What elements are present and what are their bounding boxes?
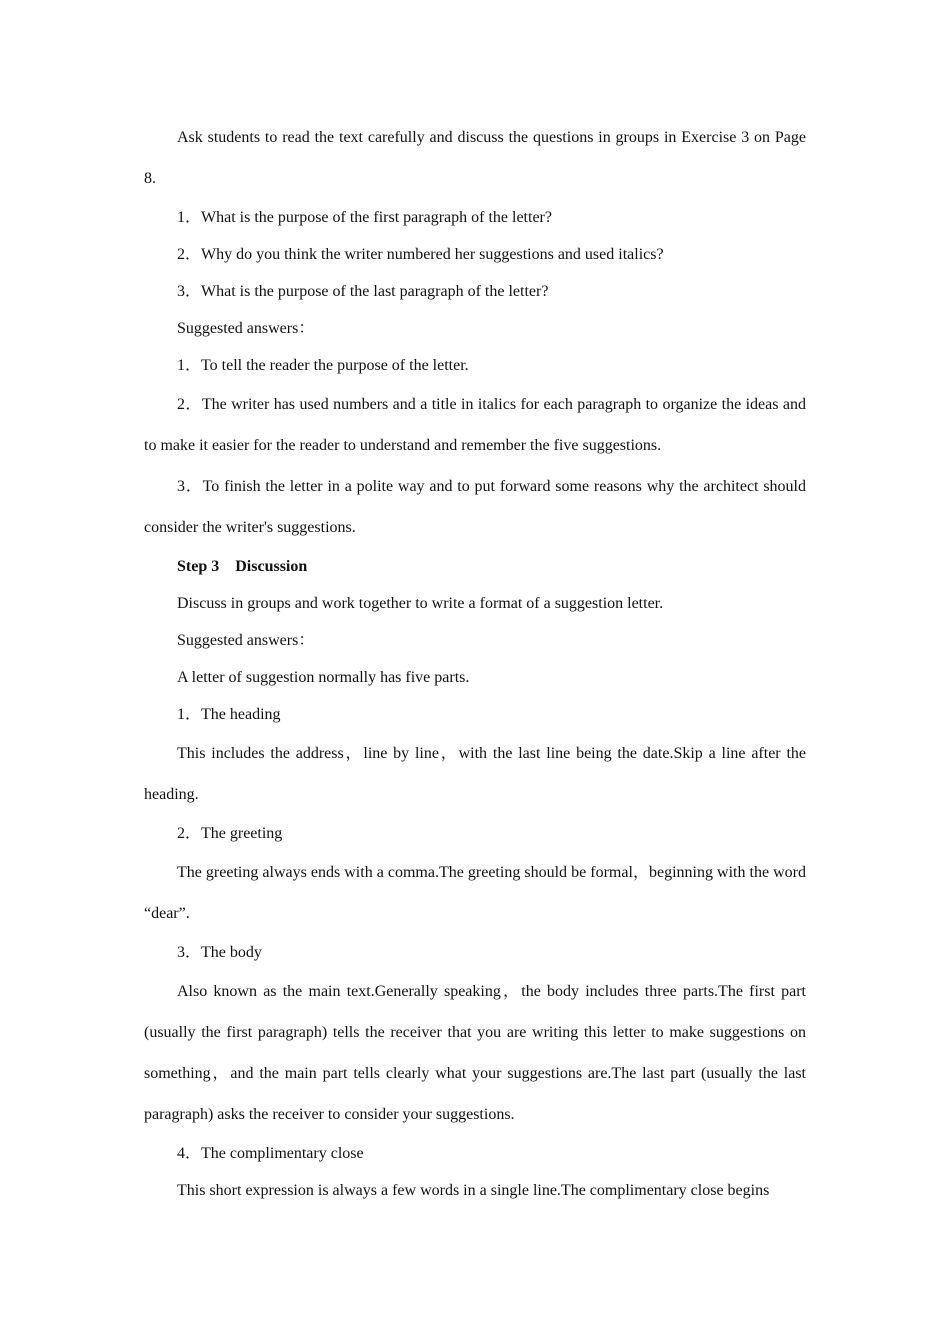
part-1-heading: 1．The heading [177, 706, 281, 723]
answer-3: 3．To finish the letter in a polite way and to put forward some reasons why the architect should consider the writer's suggestions. [144, 478, 806, 536]
question-2: 2．Why do you think the writer numbered her suggestions and used italics? [177, 246, 664, 263]
discussion-instruction: Discuss in groups and work together to write a format of a suggestion letter. [177, 595, 664, 612]
suggested-answers-label: Suggested answers： [177, 320, 315, 337]
answer-2: 2．The writer has used numbers and a title in italics for each paragraph to organize the ideas and to make it easier for the reader to understand and remember the five suggestions. [144, 396, 806, 454]
answer-1: 1．To tell the reader the purpose of the letter. [177, 357, 469, 374]
part-2-text: The greeting always ends with a comma.The greeting should be formal，beginning with the word “dear”. [144, 864, 806, 922]
part-2-heading: 2．The greeting [177, 825, 283, 842]
step-heading [144, 548, 806, 585]
letter-parts-intro: A letter of suggestion normally has five parts. [177, 669, 470, 686]
step-label: Step 3 [177, 558, 220, 575]
question-3: 3．What is the purpose of the last paragraph of the letter? [177, 283, 549, 300]
part-3-text: Also known as the main text.Generally speaking，the body includes three parts.The first part (usually the first paragraph) tells the receiver that you are writing this letter to make suggestions on something，and the main part tells clearly what your suggestions are.The last part (usually the last paragraph) asks the receiver to consider your suggestions. [144, 983, 806, 1123]
part-4-text: This short expression is always a few words in a single line.The complimentary close begins [177, 1182, 770, 1199]
step-title: Discussion [235, 558, 308, 575]
suggested-answers-label-2: Suggested answers： [177, 632, 315, 649]
question-1: 1．What is the purpose of the first paragraph of the letter? [177, 209, 552, 226]
part-3-heading: 3．The body [177, 944, 262, 961]
part-4-heading: 4．The complimentary close [177, 1145, 364, 1162]
paragraph-instructions: Ask students to read the text carefully and discuss the questions in groups in Exercise 3 on Page 8. [144, 129, 806, 187]
document-page [144, 117, 806, 1209]
part-1-text: This includes the address，line by line，with the last line being the date.Skip a line after the heading. [144, 745, 806, 803]
